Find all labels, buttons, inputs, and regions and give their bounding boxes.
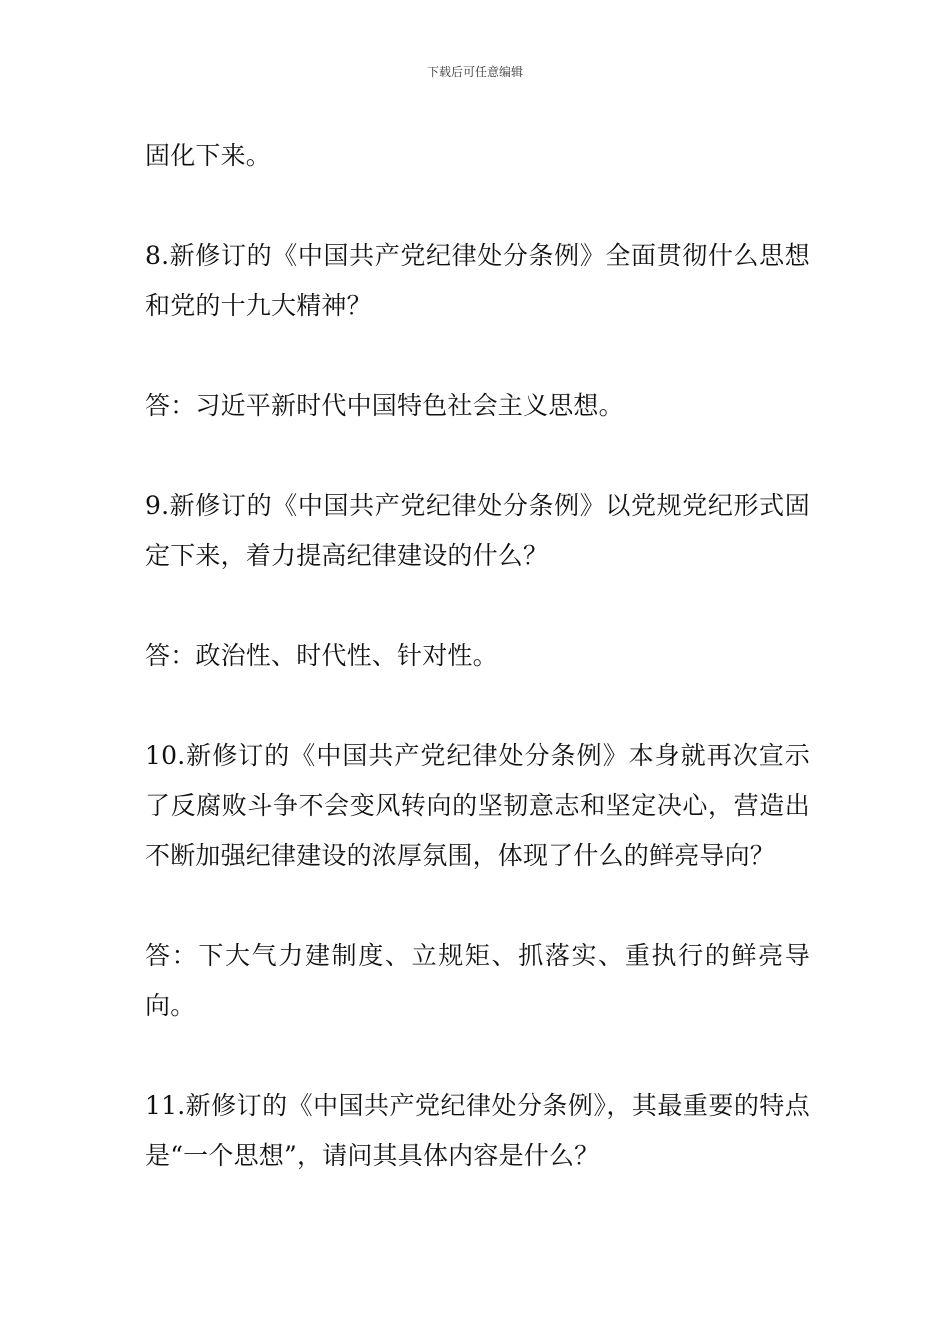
document-body [145,131,810,1231]
answer-10: 答：下大气力建制度、立规矩、抓落实、重执行的鲜亮导向。 [145,941,810,1020]
question-10: 10.新修订的《中国共产党纪律处分条例》本身就再次宣示了反腐败斗争不会变风转向的坚韧意志和坚定决心，营造出不断加强纪律建设的浓厚氛围，体现了什么的鲜亮导向？ [145,741,810,870]
question-9: 9.新修订的《中国共产党纪律处分条例》以党规党纪形式固定下来，着力提高纪律建设的什么？ [145,491,810,570]
page-header: 下载后可任意编辑 [426,65,523,79]
question-11: 11.新修订的《中国共产党纪律处分条例》，其最重要的特点是“一个思想”，请问其具体内容是什么？ [145,1091,810,1170]
answer-9: 答：政治性、时代性、针对性。 [145,641,498,670]
answer-8: 答：习近平新时代中国特色社会主义思想。 [145,391,624,420]
paragraph-continuation: 固化下来。 [145,141,272,170]
question-8: 8.新修订的《中国共产党纪律处分条例》全面贯彻什么思想和党的十九大精神？ [145,241,810,320]
